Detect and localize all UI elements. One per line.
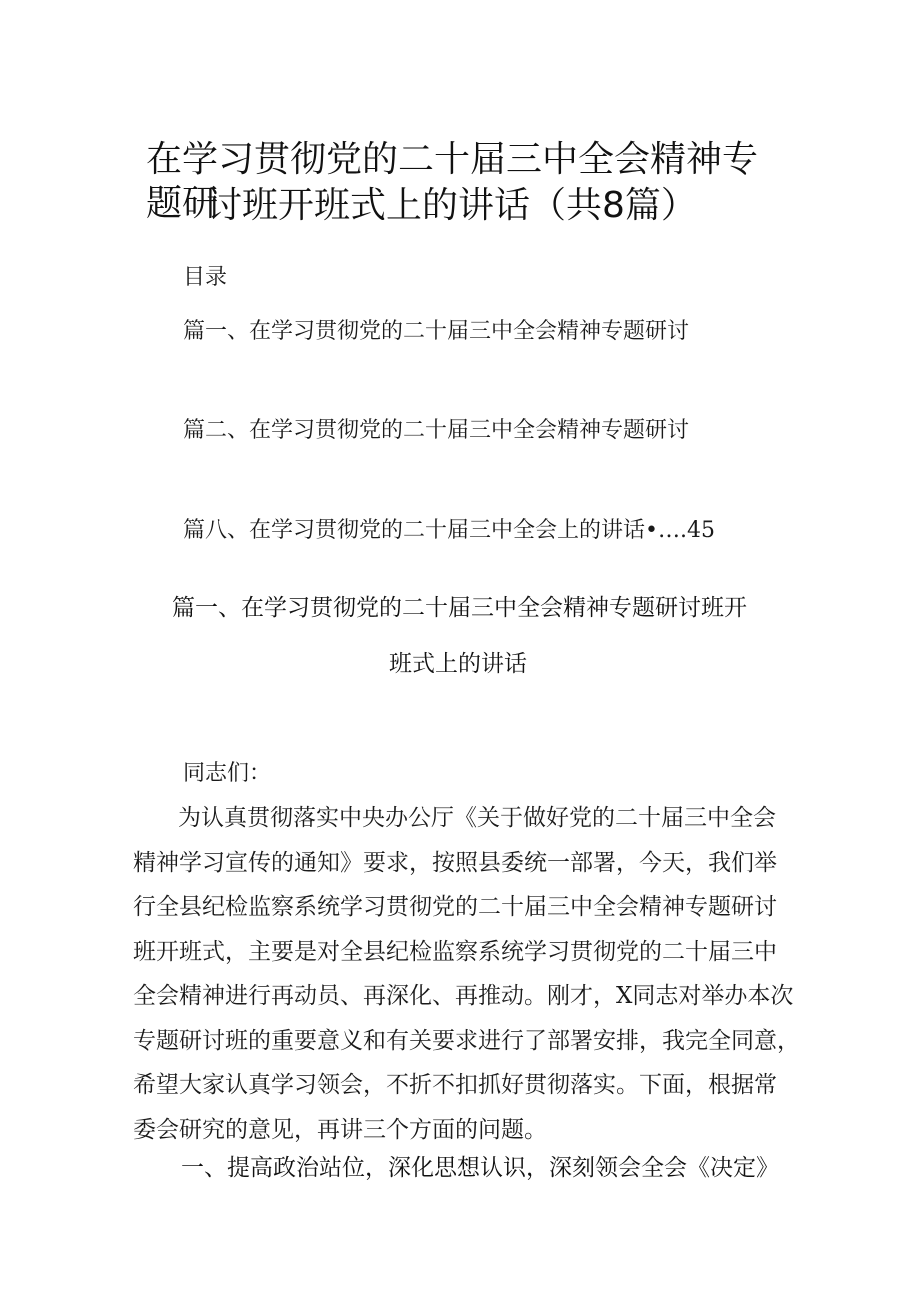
- document-title-line-1: 在学习贯彻党的二十届三中全会精神专题研: [146, 139, 759, 224]
- paragraph-line: 全会精神进行再动员、再深化、再推动。刚才，X同志对举办本次: [133, 983, 794, 1009]
- section-title-line-2: 班式上的讲话: [389, 651, 527, 677]
- toc-item-1[interactable]: 篇一、在学习贯彻党的二十届三中全会精神专题研讨: [183, 319, 690, 344]
- section-heading-1: 一、提高政治站位，深化思想认识，深刻领会全会《决定》: [181, 1155, 779, 1181]
- section-title-line-1: 篇一、在学习贯彻党的二十届三中全会精神专题研讨班开: [172, 595, 747, 621]
- paragraph-line: 为认真贯彻落实中央办公厅《关于做好党的二十届三中全会: [178, 805, 776, 831]
- salutation: 同志们：: [183, 761, 272, 786]
- toc-item-8[interactable]: 篇八、在学习贯彻党的二十届三中全会上的讲话•….45: [183, 518, 715, 543]
- toc-item-2[interactable]: 篇二、在学习贯彻党的二十届三中全会精神专题研讨: [183, 418, 690, 443]
- paragraph-line: 行全县纪检监察系统学习贯彻党的二十届三中全会精神专题研讨: [133, 894, 777, 920]
- document-title-line-2: 讨班开班式上的讲话（共8篇）: [206, 185, 697, 226]
- paragraph-line: 班开班式，主要是对全县纪检监察系统学习贯彻党的二十届三中: [133, 938, 777, 965]
- paragraph-line: 精神学习宣传的通知》要求，按照县委统一部署，今天，我们举: [133, 849, 777, 876]
- body-paragraph: [133, 796, 800, 1152]
- paragraph-line: 专题研讨班的重要意义和有关要求进行了部署安排，我完全同意，: [133, 1027, 800, 1054]
- paragraph-line: 希望大家认真学习领会，不折不扣抓好贯彻落实。下面，根据常: [133, 1072, 777, 1098]
- paragraph-line: 委会研究的意见，再讲三个方面的问题。: [133, 1116, 547, 1143]
- toc-label: 目录: [183, 265, 228, 290]
